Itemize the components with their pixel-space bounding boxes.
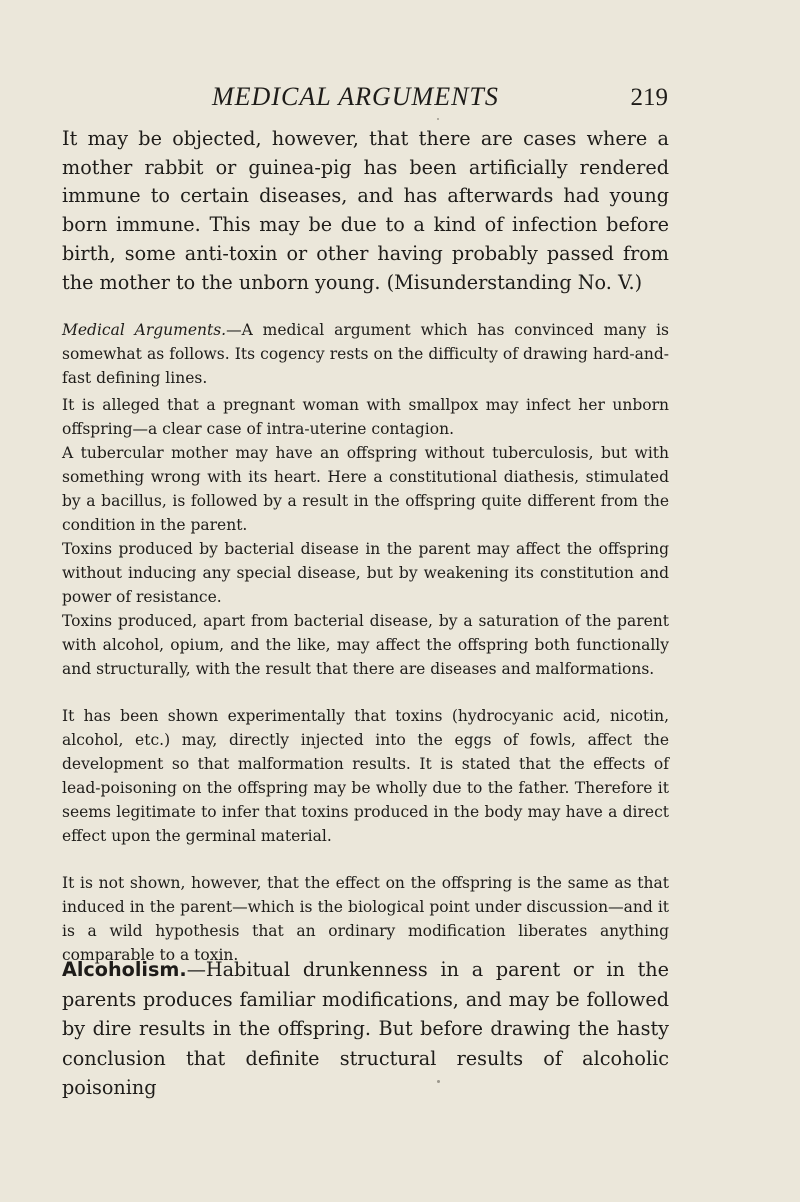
running-title: MEDICAL ARGUMENTS <box>212 82 499 111</box>
page-number: 219 <box>630 84 668 111</box>
section-heading-alcoholism: Alcoholism. <box>62 958 187 981</box>
paragraph-tubercular: A tubercular mother may have an offspring without tuberculosis, but with something wrong with its heart. Here a constitutional diathesis, stimulated by a bacillus, is followed by a result in the offspring quite different from the condition in the parent. <box>62 444 669 534</box>
paper-speck <box>437 118 439 120</box>
paper-speck <box>437 1080 440 1083</box>
paragraph-medical-arguments <box>62 319 669 391</box>
running-head <box>62 80 668 114</box>
paragraph-medical-arguments-body: —A medical argument which has convinced many is somewhat as follows. Its cogency rests on the difficulty of drawing hard-and-fast defining lines. <box>62 321 669 387</box>
section-heading-medical-arguments: Medical Arguments. <box>62 321 227 339</box>
paragraph-immunity-objection: It may be objected, however, that there are cases where a mother rabbit or guinea-pig has been artificially rendered immune to certain diseases, and has afterwards had young born immune. This may be due to a kind of infection before birth, some anti-toxin or other having probably passed from the mother to the unborn young. (Misunderstanding No. V.) <box>62 127 669 294</box>
paragraph-not-shown: It is not shown, however, that the effect on the offspring is the same as that induced in the parent—which is the biological point under discussion—and it is a wild hypothesis that an ordinary modification liberates anything comparable to a toxin. <box>62 874 669 964</box>
paragraph-smallpox: It is alleged that a pregnant woman with smallpox may infect her unborn offspring—a clear case of intra-uterine contagion. <box>62 396 669 438</box>
paragraph-alcoholism-body: —Habitual drunkenness in a parent or in the parents produces familiar modifications, and may be followed by dire results in the offspring. But before drawing the hasty conclusion that definite structural results of alcoholic poisoning <box>62 958 669 1099</box>
paragraph-bacterial-toxins: Toxins produced by bacterial disease in the parent may affect the offspring without inducing any special disease, but by weakening its constitution and power of resistance. <box>62 540 669 606</box>
paragraph-alcohol-opium-toxins: Toxins produced, apart from bacterial disease, by a saturation of the parent with alcohol, opium, and the like, may affect the offspring both functionally and structurally, with the result that there are diseases and malformations. <box>62 612 669 678</box>
paragraph-alcoholism <box>62 955 669 1103</box>
paragraph-experimental-toxins: It has been shown experimentally that toxins (hydrocyanic acid, nicotin, alcohol, etc.) may, directly injected into the eggs of fowls, affect the development so that malformation results. It is stated that the effects of lead-poisoning on the offspring may be wholly due to the father. Therefore it seems legitimate to infer that toxins produced in the body may have a direct effect upon the germinal material. <box>62 707 669 845</box>
